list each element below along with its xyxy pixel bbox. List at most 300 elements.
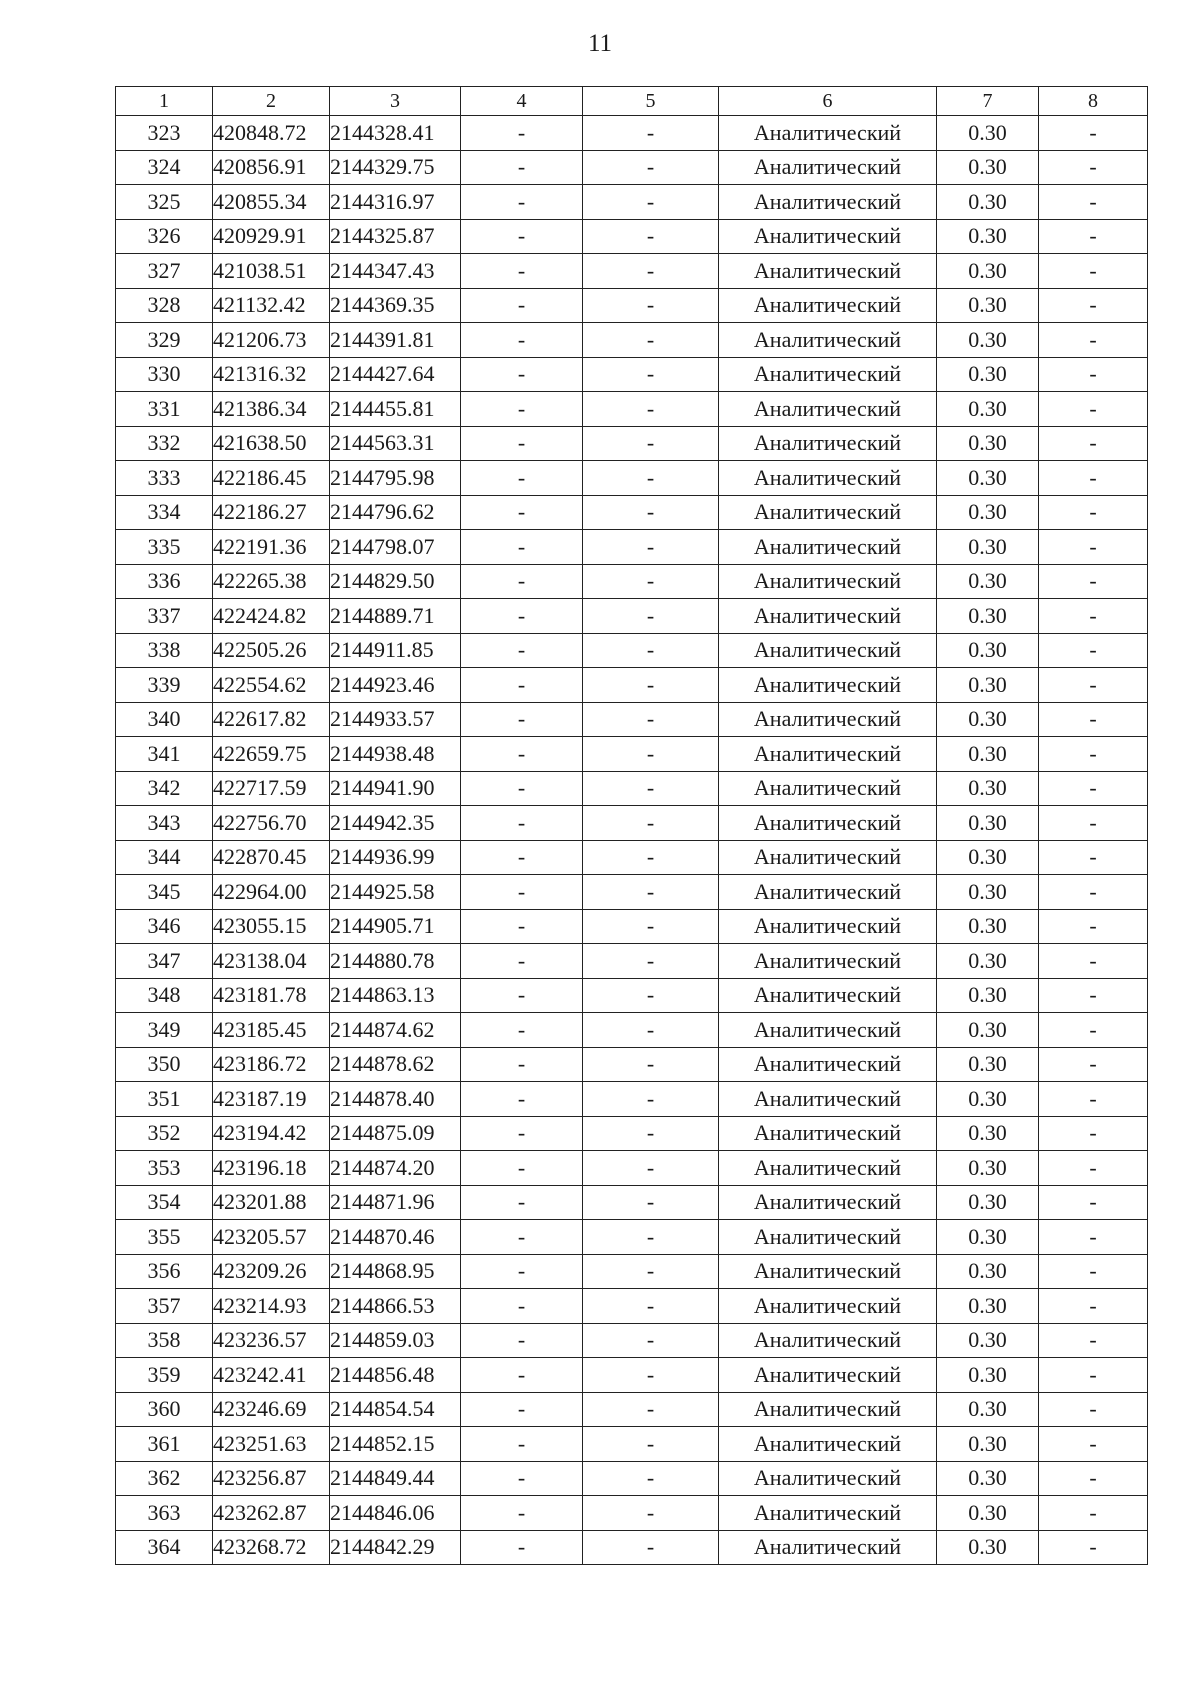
method-cell: Аналитический [719,978,937,1013]
accuracy-cell: 0.30 [937,426,1039,461]
accuracy-cell: 0.30 [937,1116,1039,1151]
table-row [116,1151,1148,1186]
table-row [116,150,1148,185]
method-cell: Аналитический [719,116,937,151]
point-number-cell: 346 [116,909,213,944]
col8-cell: - [1039,1151,1148,1186]
table-body [116,116,1148,1565]
accuracy-cell: 0.30 [937,1047,1039,1082]
x-coordinate-cell: 423194.42 [213,1116,330,1151]
y-coordinate-cell: 2144942.35 [330,806,461,841]
point-number-cell: 330 [116,357,213,392]
point-number-cell: 323 [116,116,213,151]
col5-cell: - [583,875,719,910]
col8-cell: - [1039,1530,1148,1565]
col4-cell: - [461,668,583,703]
x-coordinate-cell: 423242.41 [213,1358,330,1393]
x-coordinate-cell: 423262.87 [213,1496,330,1531]
point-number-cell: 360 [116,1392,213,1427]
x-coordinate-cell: 422756.70 [213,806,330,841]
point-number-cell: 353 [116,1151,213,1186]
method-cell: Аналитический [719,150,937,185]
table-row [116,978,1148,1013]
accuracy-cell: 0.30 [937,1013,1039,1048]
method-cell: Аналитический [719,288,937,323]
col8-cell: - [1039,461,1148,496]
x-coordinate-cell: 422265.38 [213,564,330,599]
col5-cell: - [583,978,719,1013]
point-number-cell: 333 [116,461,213,496]
point-number-cell: 327 [116,254,213,289]
table-row [116,461,1148,496]
point-number-cell: 338 [116,633,213,668]
method-cell: Аналитический [719,185,937,220]
y-coordinate-cell: 2144905.71 [330,909,461,944]
col5-cell: - [583,185,719,220]
y-coordinate-cell: 2144325.87 [330,219,461,254]
x-coordinate-cell: 423138.04 [213,944,330,979]
x-coordinate-cell: 422191.36 [213,530,330,565]
col8-cell: - [1039,1392,1148,1427]
point-number-cell: 361 [116,1427,213,1462]
col5-cell: - [583,254,719,289]
col4-cell: - [461,495,583,530]
method-cell: Аналитический [719,1392,937,1427]
accuracy-cell: 0.30 [937,323,1039,358]
column-header-8: 8 [1039,87,1148,116]
accuracy-cell: 0.30 [937,530,1039,565]
col4-cell: - [461,288,583,323]
y-coordinate-cell: 2144798.07 [330,530,461,565]
table-row [116,564,1148,599]
table-row [116,254,1148,289]
table-row [116,530,1148,565]
point-number-cell: 352 [116,1116,213,1151]
x-coordinate-cell: 421316.32 [213,357,330,392]
method-cell: Аналитический [719,1358,937,1393]
col5-cell: - [583,1530,719,1565]
x-coordinate-cell: 421038.51 [213,254,330,289]
x-coordinate-cell: 423055.15 [213,909,330,944]
method-cell: Аналитический [719,1427,937,1462]
accuracy-cell: 0.30 [937,1082,1039,1117]
col8-cell: - [1039,1185,1148,1220]
col8-cell: - [1039,1427,1148,1462]
y-coordinate-cell: 2144829.50 [330,564,461,599]
col4-cell: - [461,1323,583,1358]
y-coordinate-cell: 2144868.95 [330,1254,461,1289]
table-row [116,737,1148,772]
x-coordinate-cell: 423196.18 [213,1151,330,1186]
col8-cell: - [1039,495,1148,530]
table-row [116,323,1148,358]
accuracy-cell: 0.30 [937,392,1039,427]
y-coordinate-cell: 2144563.31 [330,426,461,461]
col4-cell: - [461,875,583,910]
x-coordinate-cell: 420855.34 [213,185,330,220]
col8-cell: - [1039,702,1148,737]
x-coordinate-cell: 423214.93 [213,1289,330,1324]
col4-cell: - [461,1530,583,1565]
accuracy-cell: 0.30 [937,1427,1039,1462]
col8-cell: - [1039,1289,1148,1324]
accuracy-cell: 0.30 [937,185,1039,220]
accuracy-cell: 0.30 [937,909,1039,944]
accuracy-cell: 0.30 [937,116,1039,151]
method-cell: Аналитический [719,392,937,427]
point-number-cell: 362 [116,1461,213,1496]
y-coordinate-cell: 2144933.57 [330,702,461,737]
method-cell: Аналитический [719,1289,937,1324]
table-row [116,357,1148,392]
y-coordinate-cell: 2144854.54 [330,1392,461,1427]
col8-cell: - [1039,1496,1148,1531]
x-coordinate-cell: 422964.00 [213,875,330,910]
col5-cell: - [583,1358,719,1393]
col4-cell: - [461,806,583,841]
column-header-2: 2 [213,87,330,116]
col4-cell: - [461,150,583,185]
method-cell: Аналитический [719,1013,937,1048]
col8-cell: - [1039,1013,1148,1048]
col4-cell: - [461,1289,583,1324]
method-cell: Аналитический [719,806,937,841]
point-number-cell: 364 [116,1530,213,1565]
accuracy-cell: 0.30 [937,1323,1039,1358]
accuracy-cell: 0.30 [937,1530,1039,1565]
point-number-cell: 359 [116,1358,213,1393]
coordinates-table [115,86,1148,1565]
point-number-cell: 355 [116,1220,213,1255]
col4-cell: - [461,1392,583,1427]
col5-cell: - [583,1392,719,1427]
accuracy-cell: 0.30 [937,219,1039,254]
x-coordinate-cell: 421132.42 [213,288,330,323]
point-number-cell: 334 [116,495,213,530]
method-cell: Аналитический [719,426,937,461]
x-coordinate-cell: 423181.78 [213,978,330,1013]
y-coordinate-cell: 2144842.29 [330,1530,461,1565]
col5-cell: - [583,1254,719,1289]
method-cell: Аналитический [719,1220,937,1255]
col5-cell: - [583,461,719,496]
point-number-cell: 337 [116,599,213,634]
col5-cell: - [583,1427,719,1462]
y-coordinate-cell: 2144923.46 [330,668,461,703]
col8-cell: - [1039,150,1148,185]
method-cell: Аналитический [719,668,937,703]
column-header-7: 7 [937,87,1039,116]
col4-cell: - [461,1496,583,1531]
table-row [116,909,1148,944]
col4-cell: - [461,1358,583,1393]
point-number-cell: 358 [116,1323,213,1358]
column-header-3: 3 [330,87,461,116]
col8-cell: - [1039,1323,1148,1358]
x-coordinate-cell: 421206.73 [213,323,330,358]
accuracy-cell: 0.30 [937,633,1039,668]
table-row [116,185,1148,220]
x-coordinate-cell: 422186.27 [213,495,330,530]
point-number-cell: 324 [116,150,213,185]
table-row [116,1427,1148,1462]
x-coordinate-cell: 423209.26 [213,1254,330,1289]
col8-cell: - [1039,944,1148,979]
table-row [116,1530,1148,1565]
x-coordinate-cell: 422505.26 [213,633,330,668]
point-number-cell: 339 [116,668,213,703]
y-coordinate-cell: 2144329.75 [330,150,461,185]
table-row [116,806,1148,841]
col4-cell: - [461,702,583,737]
table-row [116,1289,1148,1324]
col4-cell: - [461,771,583,806]
accuracy-cell: 0.30 [937,1151,1039,1186]
point-number-cell: 354 [116,1185,213,1220]
col4-cell: - [461,530,583,565]
table-row [116,1358,1148,1393]
col8-cell: - [1039,1116,1148,1151]
col8-cell: - [1039,840,1148,875]
column-header-4: 4 [461,87,583,116]
accuracy-cell: 0.30 [937,806,1039,841]
y-coordinate-cell: 2144795.98 [330,461,461,496]
col5-cell: - [583,771,719,806]
y-coordinate-cell: 2144866.53 [330,1289,461,1324]
accuracy-cell: 0.30 [937,1254,1039,1289]
col5-cell: - [583,1220,719,1255]
method-cell: Аналитический [719,1116,937,1151]
col8-cell: - [1039,254,1148,289]
accuracy-cell: 0.30 [937,150,1039,185]
x-coordinate-cell: 420929.91 [213,219,330,254]
x-coordinate-cell: 423256.87 [213,1461,330,1496]
method-cell: Аналитический [719,875,937,910]
col5-cell: - [583,909,719,944]
y-coordinate-cell: 2144875.09 [330,1116,461,1151]
col8-cell: - [1039,323,1148,358]
table-row [116,426,1148,461]
col8-cell: - [1039,116,1148,151]
accuracy-cell: 0.30 [937,840,1039,875]
table-row [116,1047,1148,1082]
col8-cell: - [1039,357,1148,392]
col4-cell: - [461,323,583,358]
point-number-cell: 345 [116,875,213,910]
col8-cell: - [1039,737,1148,772]
y-coordinate-cell: 2144846.06 [330,1496,461,1531]
y-coordinate-cell: 2144874.20 [330,1151,461,1186]
accuracy-cell: 0.30 [937,461,1039,496]
y-coordinate-cell: 2144871.96 [330,1185,461,1220]
col8-cell: - [1039,288,1148,323]
method-cell: Аналитический [719,1323,937,1358]
method-cell: Аналитический [719,495,937,530]
y-coordinate-cell: 2144936.99 [330,840,461,875]
point-number-cell: 357 [116,1289,213,1324]
accuracy-cell: 0.30 [937,254,1039,289]
accuracy-cell: 0.30 [937,875,1039,910]
col8-cell: - [1039,1047,1148,1082]
accuracy-cell: 0.30 [937,1461,1039,1496]
table-row [116,1461,1148,1496]
table-row [116,875,1148,910]
method-cell: Аналитический [719,357,937,392]
point-number-cell: 347 [116,944,213,979]
method-cell: Аналитический [719,254,937,289]
method-cell: Аналитический [719,1461,937,1496]
y-coordinate-cell: 2144925.58 [330,875,461,910]
col4-cell: - [461,840,583,875]
col4-cell: - [461,219,583,254]
column-header-5: 5 [583,87,719,116]
x-coordinate-cell: 422186.45 [213,461,330,496]
x-coordinate-cell: 422870.45 [213,840,330,875]
table-row [116,1392,1148,1427]
y-coordinate-cell: 2144874.62 [330,1013,461,1048]
col8-cell: - [1039,530,1148,565]
x-coordinate-cell: 423251.63 [213,1427,330,1462]
col8-cell: - [1039,392,1148,427]
x-coordinate-cell: 420848.72 [213,116,330,151]
col5-cell: - [583,426,719,461]
col5-cell: - [583,1116,719,1151]
col5-cell: - [583,702,719,737]
col8-cell: - [1039,219,1148,254]
y-coordinate-cell: 2144856.48 [330,1358,461,1393]
col8-cell: - [1039,1461,1148,1496]
col4-cell: - [461,1220,583,1255]
col5-cell: - [583,668,719,703]
point-number-cell: 348 [116,978,213,1013]
col4-cell: - [461,1082,583,1117]
col5-cell: - [583,564,719,599]
x-coordinate-cell: 423268.72 [213,1530,330,1565]
col5-cell: - [583,357,719,392]
y-coordinate-cell: 2144852.15 [330,1427,461,1462]
x-coordinate-cell: 422617.82 [213,702,330,737]
col8-cell: - [1039,1220,1148,1255]
method-cell: Аналитический [719,1530,937,1565]
col8-cell: - [1039,185,1148,220]
method-cell: Аналитический [719,461,937,496]
method-cell: Аналитический [719,702,937,737]
point-number-cell: 349 [116,1013,213,1048]
y-coordinate-cell: 2144391.81 [330,323,461,358]
y-coordinate-cell: 2144911.85 [330,633,461,668]
col5-cell: - [583,288,719,323]
col5-cell: - [583,219,719,254]
table-row [116,219,1148,254]
col5-cell: - [583,1323,719,1358]
col5-cell: - [583,530,719,565]
x-coordinate-cell: 421638.50 [213,426,330,461]
method-cell: Аналитический [719,1496,937,1531]
point-number-cell: 343 [116,806,213,841]
y-coordinate-cell: 2144455.81 [330,392,461,427]
accuracy-cell: 0.30 [937,771,1039,806]
col4-cell: - [461,1116,583,1151]
col8-cell: - [1039,426,1148,461]
x-coordinate-cell: 423201.88 [213,1185,330,1220]
col8-cell: - [1039,633,1148,668]
table-row [116,599,1148,634]
table-row [116,771,1148,806]
col4-cell: - [461,599,583,634]
table-row [116,1013,1148,1048]
y-coordinate-cell: 2144796.62 [330,495,461,530]
y-coordinate-cell: 2144880.78 [330,944,461,979]
table-row [116,1254,1148,1289]
col4-cell: - [461,1461,583,1496]
y-coordinate-cell: 2144859.03 [330,1323,461,1358]
method-cell: Аналитический [719,1151,937,1186]
column-header-1: 1 [116,87,213,116]
accuracy-cell: 0.30 [937,668,1039,703]
x-coordinate-cell: 422554.62 [213,668,330,703]
accuracy-cell: 0.30 [937,944,1039,979]
accuracy-cell: 0.30 [937,737,1039,772]
method-cell: Аналитический [719,564,937,599]
method-cell: Аналитический [719,323,937,358]
col5-cell: - [583,599,719,634]
accuracy-cell: 0.30 [937,357,1039,392]
table-row [116,1220,1148,1255]
col5-cell: - [583,1289,719,1324]
col4-cell: - [461,944,583,979]
table-row [116,392,1148,427]
y-coordinate-cell: 2144870.46 [330,1220,461,1255]
col5-cell: - [583,1013,719,1048]
table-header-row [116,87,1148,116]
col8-cell: - [1039,1358,1148,1393]
method-cell: Аналитический [719,1254,937,1289]
x-coordinate-cell: 422717.59 [213,771,330,806]
point-number-cell: 356 [116,1254,213,1289]
table-row [116,944,1148,979]
col5-cell: - [583,495,719,530]
accuracy-cell: 0.30 [937,288,1039,323]
accuracy-cell: 0.30 [937,702,1039,737]
table-row [116,1116,1148,1151]
y-coordinate-cell: 2144938.48 [330,737,461,772]
col4-cell: - [461,978,583,1013]
x-coordinate-cell: 423205.57 [213,1220,330,1255]
accuracy-cell: 0.30 [937,978,1039,1013]
col4-cell: - [461,1427,583,1462]
point-number-cell: 329 [116,323,213,358]
point-number-cell: 328 [116,288,213,323]
col4-cell: - [461,909,583,944]
accuracy-cell: 0.30 [937,1185,1039,1220]
method-cell: Аналитический [719,1047,937,1082]
point-number-cell: 325 [116,185,213,220]
col8-cell: - [1039,668,1148,703]
point-number-cell: 363 [116,1496,213,1531]
accuracy-cell: 0.30 [937,564,1039,599]
method-cell: Аналитический [719,737,937,772]
accuracy-cell: 0.30 [937,495,1039,530]
table-row [116,288,1148,323]
col4-cell: - [461,357,583,392]
y-coordinate-cell: 2144878.40 [330,1082,461,1117]
point-number-cell: 326 [116,219,213,254]
y-coordinate-cell: 2144347.43 [330,254,461,289]
col5-cell: - [583,737,719,772]
col5-cell: - [583,150,719,185]
point-number-cell: 341 [116,737,213,772]
table-row [116,633,1148,668]
